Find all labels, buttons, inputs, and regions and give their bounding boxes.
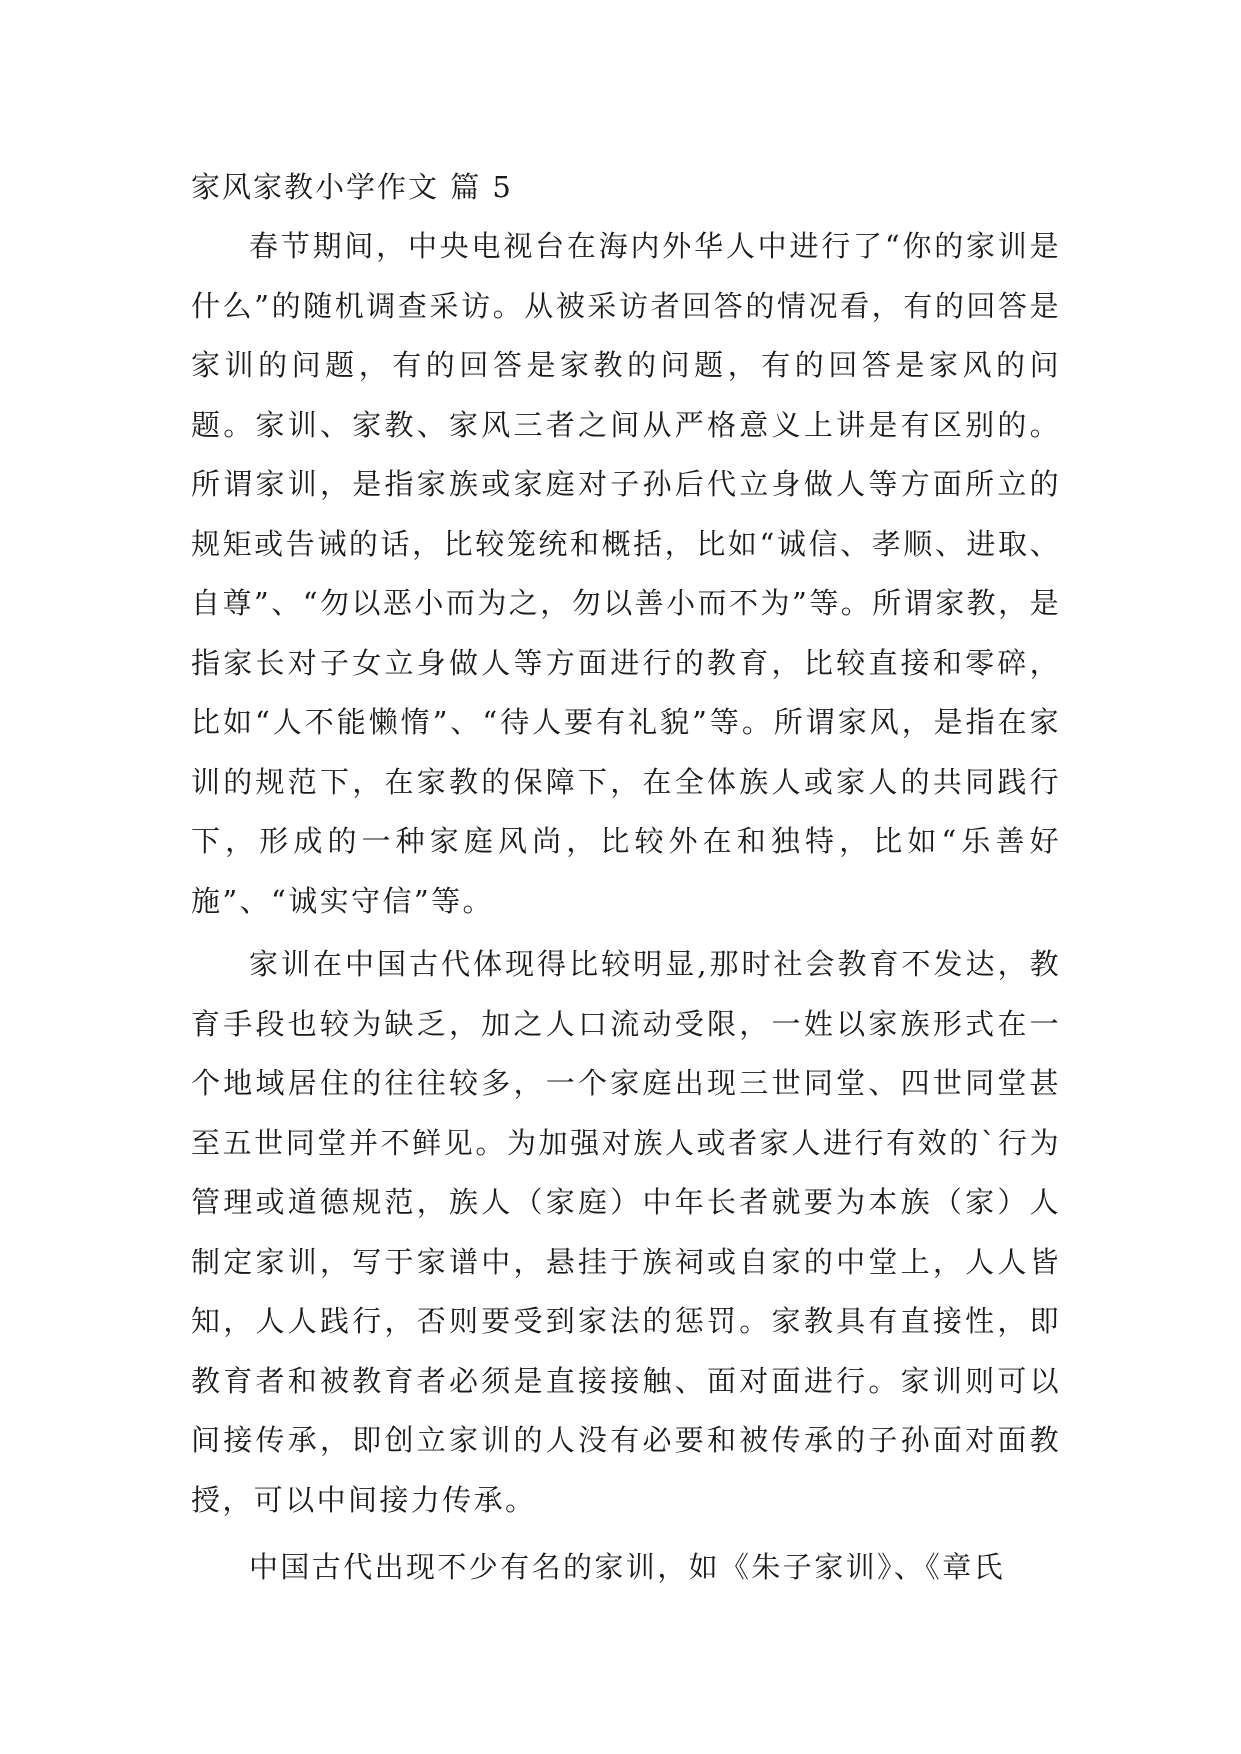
document-heading: 家风家教小学作文 篇 5 xyxy=(191,170,513,204)
paragraph-famous-family-rules: 中国古代出现不少有名的家训，如《朱子家训》、《章氏 xyxy=(249,1550,1006,1584)
paragraph-family-definitions: 春节期间，中央电视台在海内外华人中进行了“你的家训是什么”的随机调查采访。从被采访者回答的情况看，有的回答是家训的问题，有的回答是家教的问题，有的回答是家风的问题。家训、家教、家风三者之间从严格意义上讲是有区别的。 所谓家训，是指家族或家庭对子孙后代立身做人等方面所立的规矩或告诫的话，比较笼统和概括，比如“诚信、孝顺、进取、自尊”、“勿以恶小而为之，勿以善小而不为”等。所谓家教，是指家长对子女立身做人等方面进行的教育，比较直接和零碎，比如“人不能懒惰”、“待人要有礼貌”等。所谓家风，是指在家训的规范下，在家教的保障下，在全体族人或家人的共同践行下，形成的一种家庭风尚，比较外在和独特，比如“乐善好施”、“诚实守信”等。 xyxy=(191,229,1061,918)
paragraph-ancient-family-rules: 家训在中国古代体现得比较明显,那时社会教育不发达，教育手段也较为缺乏，加之人口流动受限，一姓以家族形式在一个地域居住的往往较多，一个家庭出现三世同堂、四世同堂甚至五世同堂并不鲜见。为加强对族人或者家人进行有效的`行为管理或道德规范，族人（家庭）中年长者就要为本族（家）人制定家训，写于家谱中，悬挂于族祠或自家的中堂上，人人皆知，人人践行，否则要受到家法的惩罚。家教具有直接性，即教育者和被教育者必须是直接接触、面对面进行。家训则可以间接传承，即创立家训的人没有必要和被传承的子孙面对面教授，可以中间接力传承。 xyxy=(191,947,1061,1517)
document-body xyxy=(191,165,1061,1598)
